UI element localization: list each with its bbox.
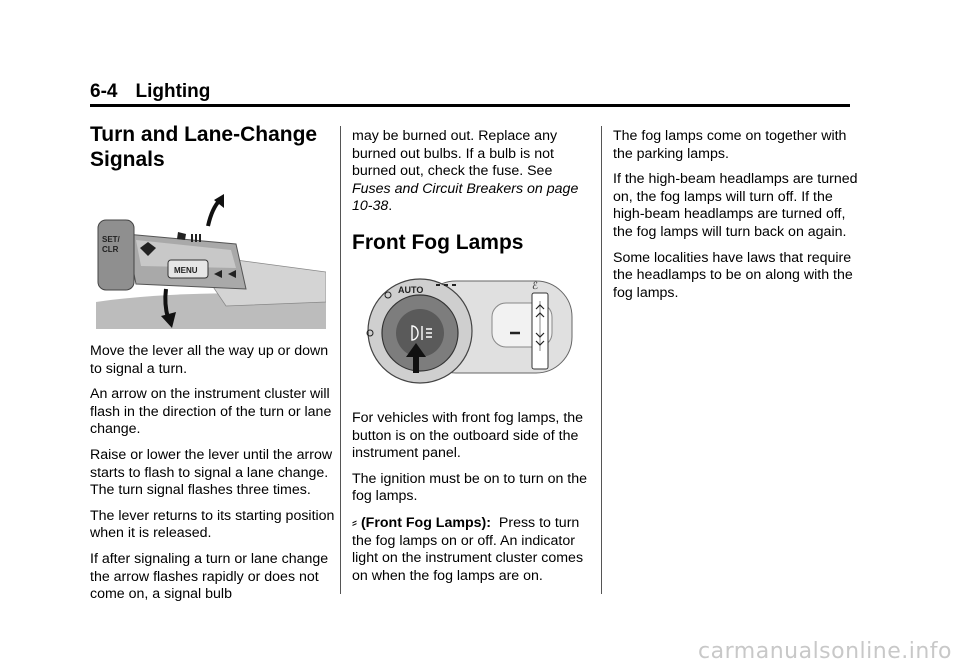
col1-paragraph: If after signaling a turn or lane change the arrow flashes rapidly or does not come on, a signal bulb <box>90 550 329 603</box>
lever-set-label: SET/ <box>102 235 120 244</box>
column-3 <box>613 128 858 310</box>
col1-paragraph: Raise or lower the lever until the arrow starts to flash to signal a lane change. The turn signal flashes three times. <box>90 446 333 499</box>
col2-continued-paragraph <box>352 128 592 216</box>
col3-paragraph: If the high-beam headlamps are turned on, the fog lamps will turn off. If the high-beam headlamps are turned off, the fog lamps will turn back on again. <box>613 171 858 240</box>
watermark: carmanualsonline.info <box>698 639 952 664</box>
column-divider <box>601 126 602 594</box>
front-fog-lamps-heading: Front Fog Lamps <box>352 230 524 254</box>
auto-label: AUTO <box>398 284 424 295</box>
section-title: Lighting <box>135 81 211 102</box>
fog-lamp-control-figure <box>362 271 574 396</box>
column-divider <box>340 126 341 594</box>
fog-lamp-symbol-icon: ⸗ <box>352 513 357 531</box>
header-rule <box>90 104 850 107</box>
column-2 <box>352 128 592 593</box>
col1-paragraph: The lever returns to its starting position when it is released. <box>90 507 335 542</box>
col3-paragraph: Some localities have laws that require the headlamps to be on along with the fog lamps. <box>613 249 853 301</box>
col2-paragraph: For vehicles with front fog lamps, the button is on the outboard side of the instrument panel. <box>352 409 584 462</box>
fog-lamp-description: Press to turn the fog lamps on or off. An indicator light on the instrument cluster comes on when the fog lamps are on. <box>352 514 584 584</box>
turn-signals-heading: Turn and Lane-Change Signals <box>90 123 318 171</box>
turn-signal-lever-figure <box>96 194 326 329</box>
fog-lamp-term: (Front Fog Lamps): <box>360 514 491 531</box>
fuses-reference-link: Fuses and Circuit Breakers on page 10-38 <box>352 180 579 215</box>
page-number: 6-4 <box>90 81 118 102</box>
reference-end: . <box>388 198 393 215</box>
col2-continued-text: may be burned out. Replace any burned out bulbs. If a bulb is not burned out, check the fuse. See <box>352 128 558 180</box>
svg-text:ℰ: ℰ <box>532 280 539 292</box>
lever-menu-label: MENU <box>174 266 198 275</box>
page-header <box>90 80 850 104</box>
col2-paragraph: The ignition must be on to turn on the fog lamps. <box>352 470 588 505</box>
column-1 <box>90 122 335 612</box>
col3-paragraph: The fog lamps come on together with the parking lamps. <box>613 128 847 162</box>
col1-paragraph: An arrow on the instrument cluster will flash in the direction of the turn or lane change. <box>90 386 332 438</box>
lever-clr-label: CLR <box>102 245 119 254</box>
header-title <box>90 80 850 104</box>
col1-paragraph: Move the lever all the way up or down to signal a turn. <box>90 343 329 377</box>
fog-lamp-item <box>352 514 592 585</box>
